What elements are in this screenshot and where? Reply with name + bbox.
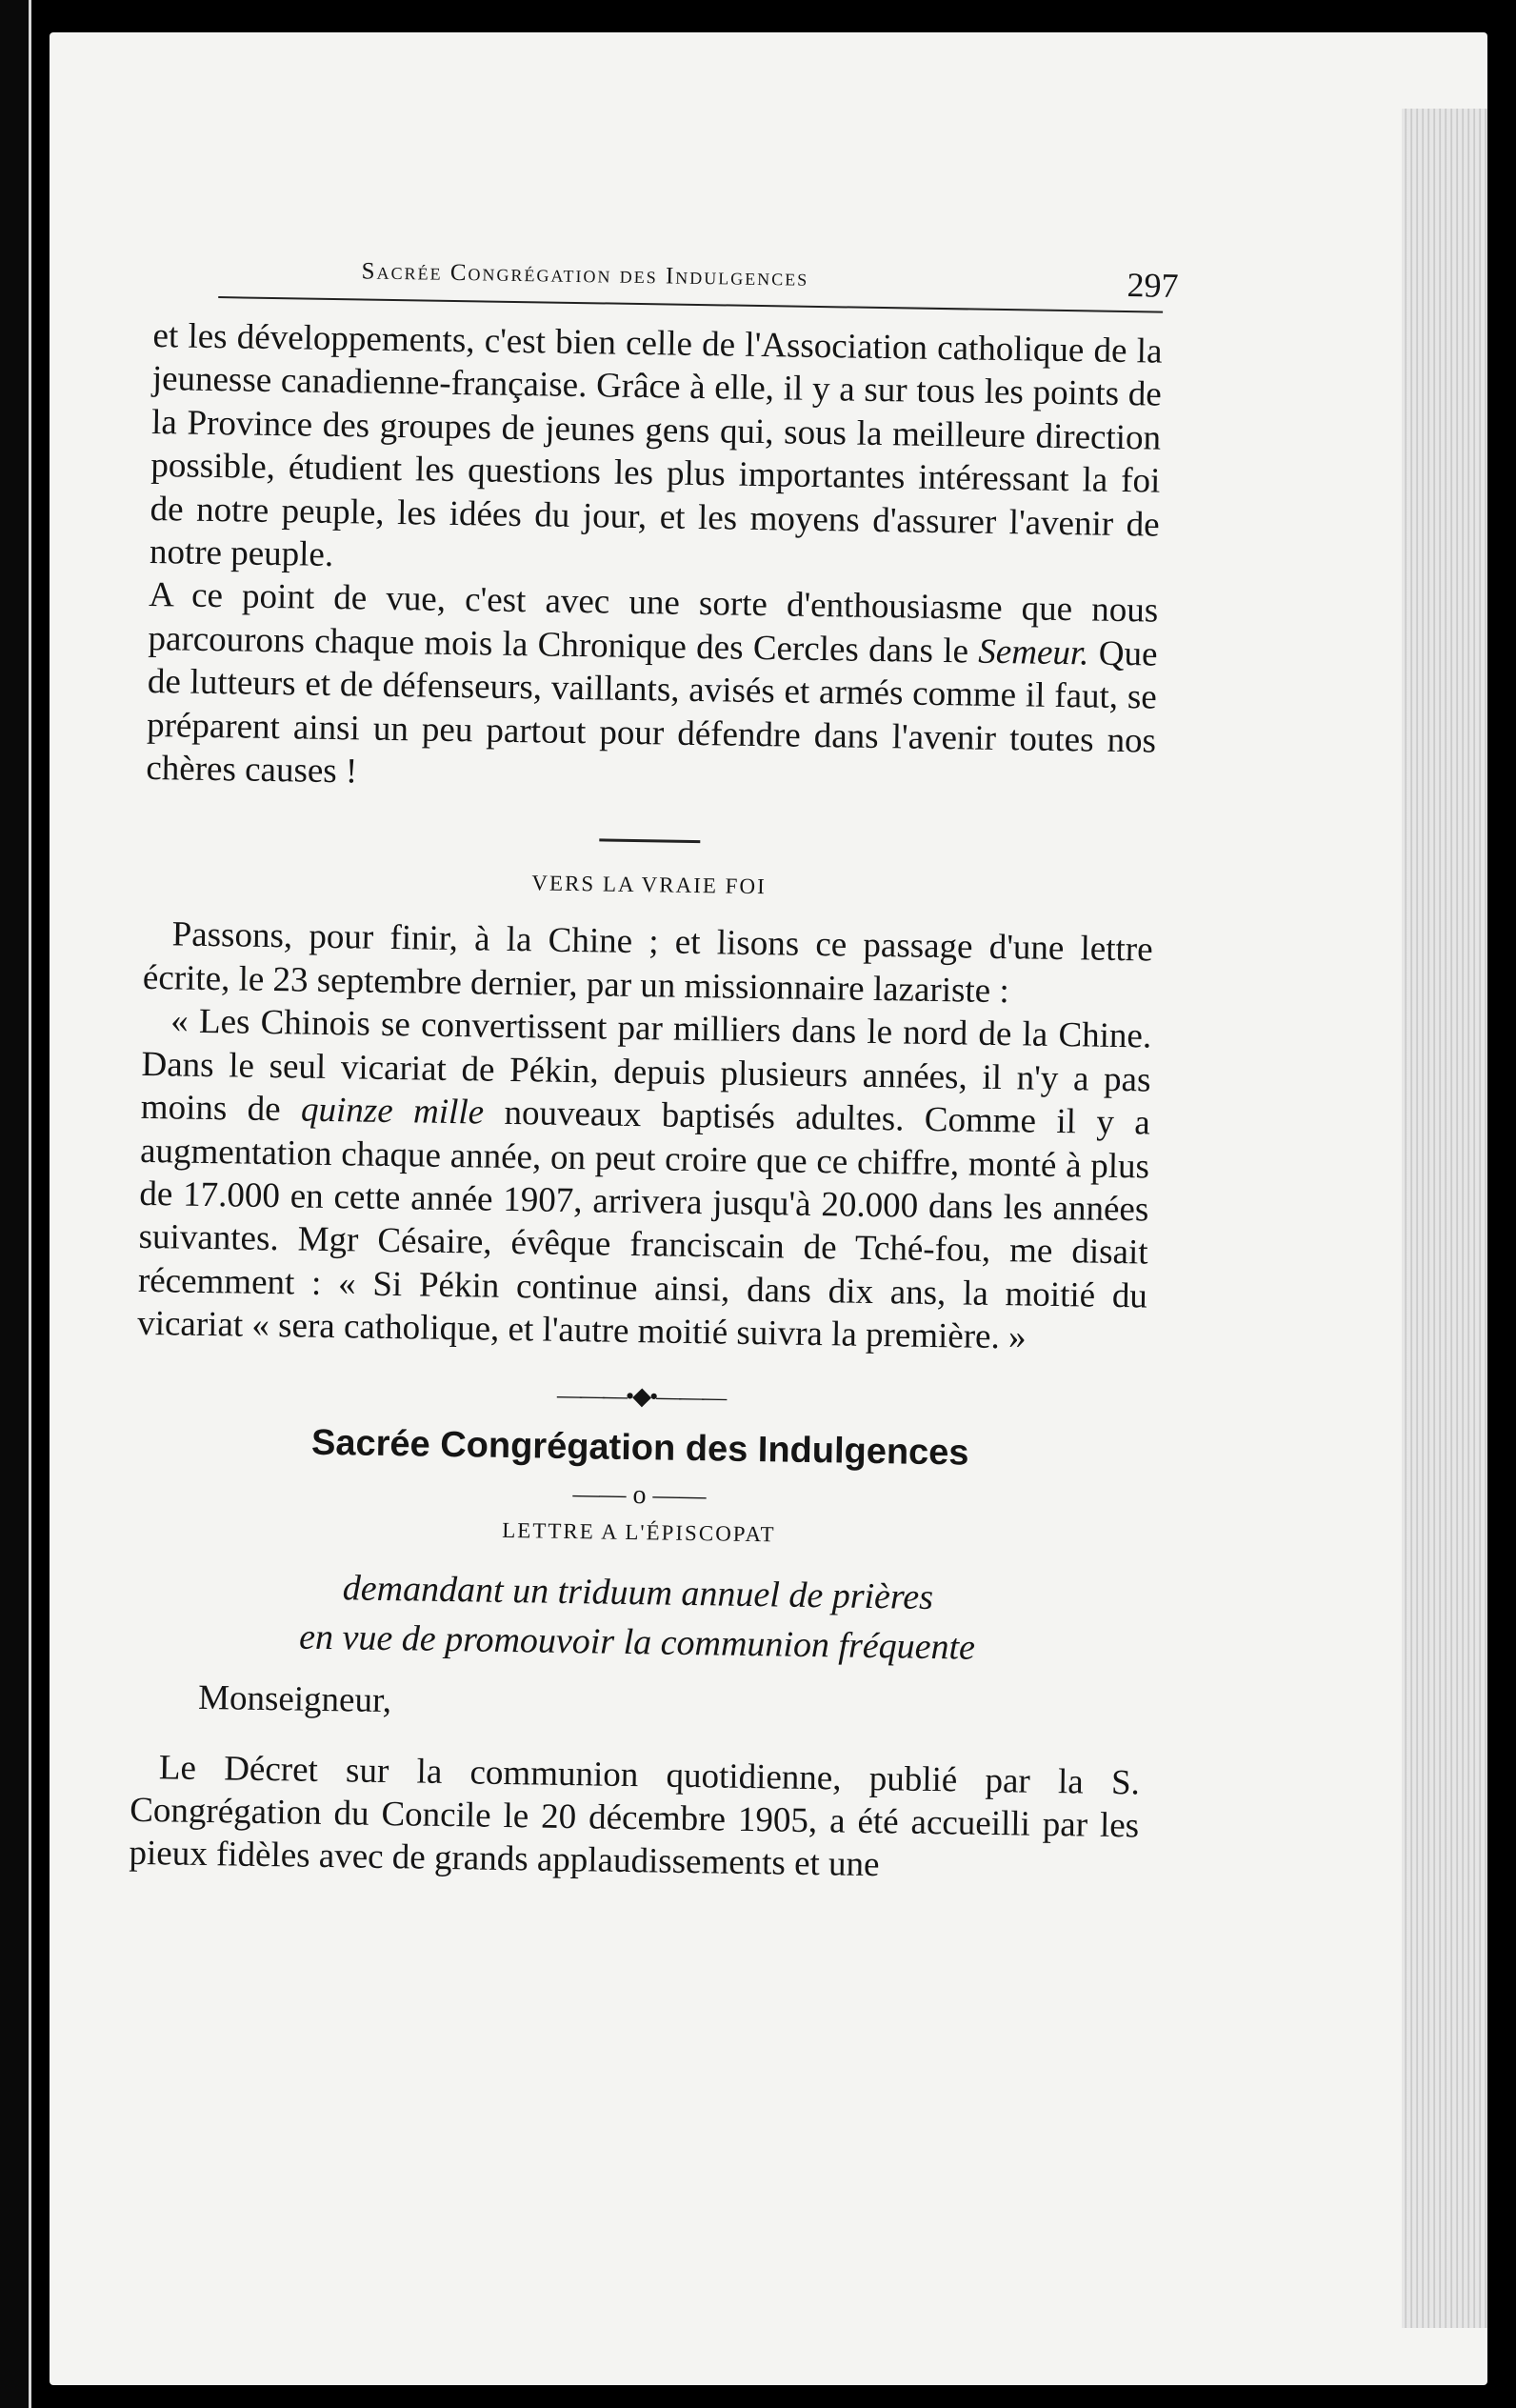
running-title: Sacrée Congrégation des Indulgences bbox=[361, 258, 809, 291]
paragraph-2-italic: Semeur. bbox=[978, 632, 1089, 673]
ornament-divider: ———•◆•——— bbox=[556, 1380, 726, 1412]
paragraph-4-text-a: « Les Chinois se convertissent par milliers dans le nord de la Chine. Dans le seul vicariat de Pékin, depuis plusieurs années, il n'y a pas moins de bbox=[140, 1001, 1152, 1130]
section-heading: VERS LA VRAIE FOI bbox=[531, 871, 767, 899]
subtitle-line-1: demandant un triduum annuel de prières bbox=[342, 1567, 934, 1617]
main-title: Sacrée Congrégation des Indulgences bbox=[310, 1422, 969, 1474]
paragraph-4-italic: quinze mille bbox=[300, 1090, 485, 1133]
section-divider bbox=[599, 839, 700, 844]
film-edge bbox=[0, 0, 31, 2408]
paragraph-5: Le Décret sur la communion quotidienne, publié par la S. Congrégation du Concile le 20 décembre 1905, a été accueilli par les pieux fidèles avec de grands applaudissements et une bbox=[129, 1747, 1141, 1885]
paragraph-4-text-b: nouveaux baptisés adultes. Comme il y a augmentation chaque année, on peut croire que ce chiffre, monté à plus de 17.000 en cette année 1907, arrivera jusqu'à 20.000 dans les années suivantes. Mgr Césaire, évêque franciscain de Tché-fou, me disait récemment : « Si Pékin continue ainsi, dans dix ans, la moitié du vicariat « sera catholique, et l'autre moitié suivra la première. » bbox=[136, 1093, 1151, 1357]
page-number: 297 bbox=[1127, 266, 1179, 305]
paragraph-3: Passons, pour finir, à la Chine ; et lisons ce passage d'une lettre écrite, le 23 septembre dernier, par un missionnaire lazariste : bbox=[142, 914, 1153, 1012]
subtitle-line-2: en vue de promouvoir la communion fréquente bbox=[298, 1616, 976, 1668]
paragraph-2-text-a: A ce point de vue, c'est avec une sorte d'enthousiasme que nous parcourons chaque mois la Chronique des Cercles dans le bbox=[148, 575, 1159, 672]
small-separator: —— o —— bbox=[572, 1478, 707, 1511]
paragraph-1: et les développements, c'est bien celle de l'Association catholique de la jeunesse canadienne-française. Grâce à elle, il y a sur tous les points de la Province des groupes de jeunes gens qui, sous la meilleure direction possible, étudient les questions les plus importantes intéressant la foi de notre peuple, les idées du jour, et les moyens d'assurer l'avenir de notre peuple. bbox=[149, 315, 1163, 575]
paragraph-4 bbox=[137, 999, 1152, 1361]
salutation: Monseigneur, bbox=[197, 1677, 392, 1720]
paragraph-2 bbox=[146, 573, 1158, 806]
paragraph-2-text-b: Que de lutteurs et de défenseurs, vaillants, avisés et armés comme il faut, se préparent ainsi un peu partout pour défendre dans l'avenir toutes nos chères causes ! bbox=[146, 633, 1158, 792]
letter-heading: LETTRE A L'ÉPISCOPAT bbox=[502, 1517, 776, 1546]
page-content bbox=[129, 250, 1179, 1891]
page-stack-edge bbox=[1402, 109, 1487, 2328]
